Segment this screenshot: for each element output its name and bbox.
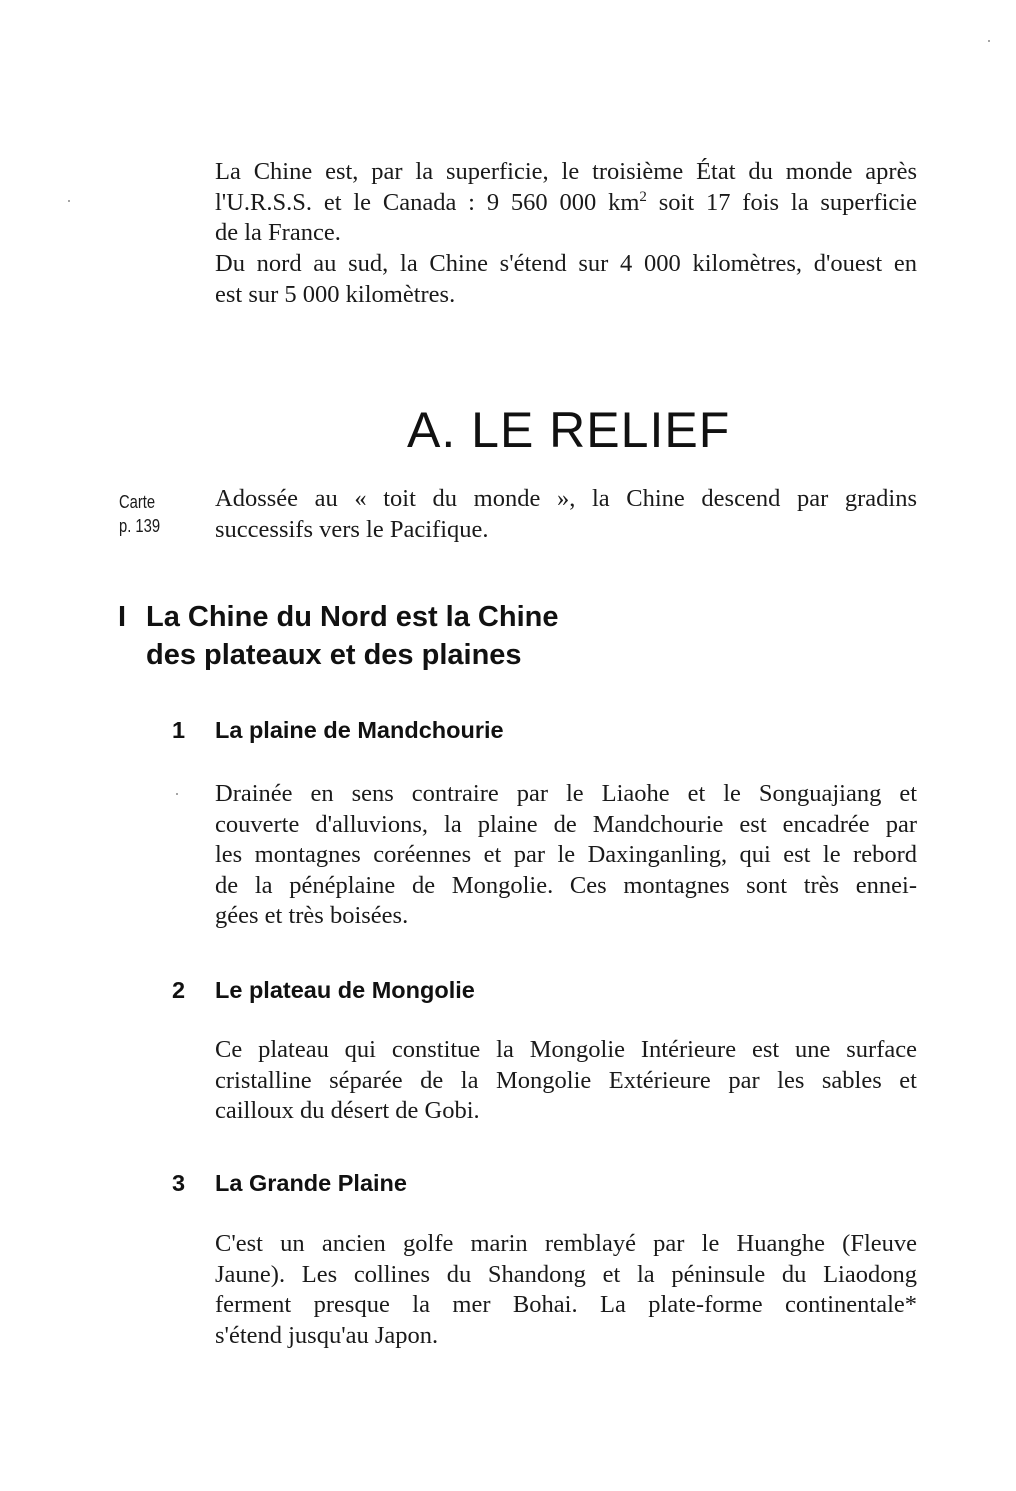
margin-note-line-2: p. 139 xyxy=(119,516,161,536)
intro-paragraph-1 xyxy=(215,157,917,249)
intro-p1-line-2-head: l'U.R.S.S. et le Canada : 9 560 000 km xyxy=(215,188,640,216)
subsection-title: La Grande Plaine xyxy=(215,1170,407,1196)
paragraph-line: Ce plateau qui constitue la Mongolie Intérieure est une surface xyxy=(215,1036,917,1063)
paragraph-line: couverte d'alluvions, la plaine de Mandchourie est encadrée par xyxy=(215,810,917,838)
section-number: I xyxy=(118,601,127,633)
intro-paragraph-2 xyxy=(215,249,917,310)
chapter-title: A. LE RELIEF xyxy=(407,402,731,458)
paragraph-line: C'est un ancien golfe marin remblayé par le Huanghe (Fleuve xyxy=(215,1230,917,1257)
paragraph-line: gées et très boisées. xyxy=(215,902,409,929)
subsection-heading-1 xyxy=(172,715,504,745)
intro-p1-line-3: de la France. xyxy=(215,219,341,246)
chapter-lead-paragraph xyxy=(215,484,917,545)
subsection-paragraph-3 xyxy=(215,1229,917,1351)
section-heading xyxy=(118,598,559,674)
section-title-line-2: des plateaux et des plaines xyxy=(146,639,522,671)
paragraph-line: les montagnes coréennes et par le Daxinganling, qui est le rebord xyxy=(215,841,917,868)
subsection-title: La plaine de Mandchourie xyxy=(215,717,504,743)
section-title-line-1: La Chine du Nord est la Chine xyxy=(146,601,559,633)
paragraph-line: cailloux du désert de Gobi. xyxy=(215,1097,480,1124)
intro-p1-line-1: La Chine est, par la superficie, le troisième État du monde après xyxy=(215,158,917,185)
lead-line-2: successifs vers le Pacifique. xyxy=(215,515,489,543)
paragraph-line: cristalline séparée de la Mongolie Extérieure par les sables et xyxy=(215,1066,917,1094)
scan-speck xyxy=(176,793,178,795)
superscript-squared: 2 xyxy=(639,188,647,205)
subsection-title: Le plateau de Mongolie xyxy=(215,977,475,1003)
subsection-paragraph-1 xyxy=(215,779,917,932)
lead-line-1: Adossée au « toit du monde », la Chine descend par gradins xyxy=(215,485,917,512)
subsection-heading-2 xyxy=(172,975,475,1005)
scan-speck xyxy=(68,200,70,202)
margin-note-line-1: Carte xyxy=(119,492,156,512)
paragraph-line: ferment presque la mer Bohai. La plate-forme continentale* xyxy=(215,1291,917,1318)
intro-p2-line-2: est sur 5 000 kilomètres. xyxy=(215,280,456,308)
subsection-paragraph-2 xyxy=(215,1035,917,1127)
margin-note-map-reference xyxy=(119,490,160,538)
intro-p1-line-2 xyxy=(215,188,917,219)
subsection-number: 3 xyxy=(172,1170,186,1196)
subsection-number: 2 xyxy=(172,977,186,1003)
subsection-number: 1 xyxy=(172,717,186,743)
paragraph-line: de la pénéplaine de Mongolie. Ces montagnes sont très ennei- xyxy=(215,871,917,899)
paragraph-line: Drainée en sens contraire par le Liaohe et le Songuajiang et xyxy=(215,780,917,807)
paragraph-line: s'étend jusqu'au Japon. xyxy=(215,1321,439,1349)
intro-p1-line-2-tail: soit 17 fois la superficie xyxy=(646,188,917,216)
subsection-heading-3 xyxy=(172,1168,407,1198)
paragraph-line: Jaune). Les collines du Shandong et la péninsule du Liaodong xyxy=(215,1260,917,1288)
intro-p2-line-1: Du nord au sud, la Chine s'étend sur 4 000 kilomètres, d'ouest en xyxy=(215,250,917,277)
scan-speck xyxy=(988,40,990,42)
